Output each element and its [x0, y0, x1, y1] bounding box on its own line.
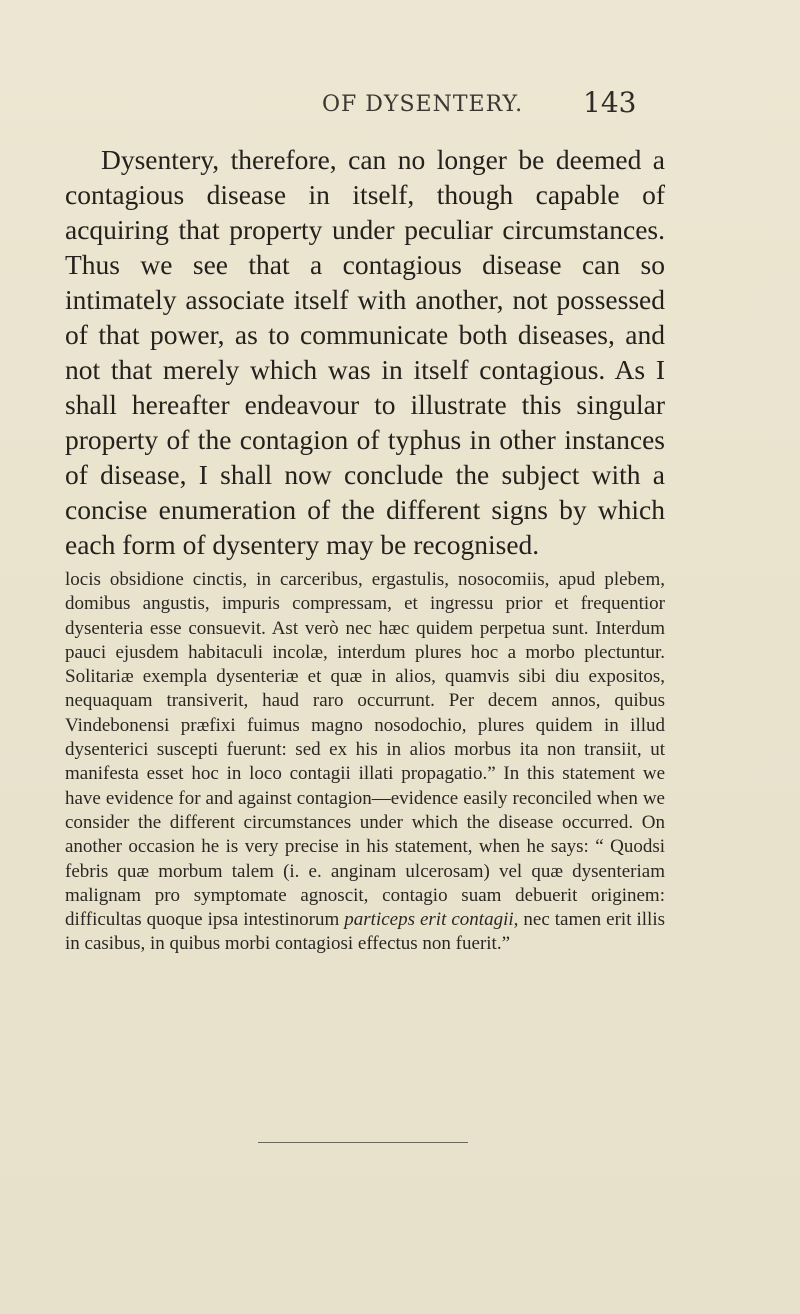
- page-number: 143: [583, 86, 637, 119]
- footnote-text-part-2: , nec tamen erit illis in casibus, in quibus morbi contagiosi effectus non fuerit.”: [65, 909, 665, 955]
- end-rule: [258, 1142, 468, 1143]
- main-text: [65, 142, 665, 562]
- main-paragraph: Dysentery, therefore, can no longer be deemed a contagious disease in itself, though capable of acquiring that property under peculiar circumstances. Thus we see that a contagious disease can so intimately associate itself with another, not possessed of that power, as to communicate both diseases, and not that merely which was in itself contagious. As I shall hereafter endeavour to illustrate this singular property of the contagion of typhus in other instances of disease, I shall now conclude the subject with a concise enumeration of the different signs by which each form of dysentery may be recognised.: [65, 144, 665, 560]
- running-head: OF DYSENTERY.: [322, 92, 524, 117]
- footnote-paragraph: [65, 568, 665, 957]
- footnote-text-part-1: locis obsidione cinctis, in carceribus, ergastulis, nosocomiis, apud plebem, domibus angustis, impuris compressam, et ingressu prior et frequentior dysenteria esse consuevit. Ast verò nec hæc quidem perpetua sunt. Interdum pauci ejusdem habitaculi incolæ, interdum plures hoc a morbo plectuntur. Solitariæ exempla dysenteriæ et quæ in alios, quamvis sibi diu expositos, nequaquam transiverit, haud raro occurrunt. Per decem annos, quibus Vindebonensi præfixi fuimus magno nosodochio, plures quidem in illud dysenterici suscepti fuerunt: sed ex his in alios morbus ita non transiit, ut manifesta esset hoc in loco contagii illati propagatio.” In this statement we have evidence for and against contagion—evidence easily reconciled when we consider the different circumstances under which the disease occurred. On another occasion he is very precise in his statement, when he says: “ Quodsi febris quæ morbum talem (i. e. anginam ulcerosam) vel quæ dysenteriam malignam pro symptomate agnoscit, contagio suam debuerit originem: difficultas quoque ipsa intestinorum: [65, 569, 665, 931]
- footnote-italic-phrase: particeps erit contagii: [344, 909, 514, 931]
- footnote-text: [65, 568, 665, 957]
